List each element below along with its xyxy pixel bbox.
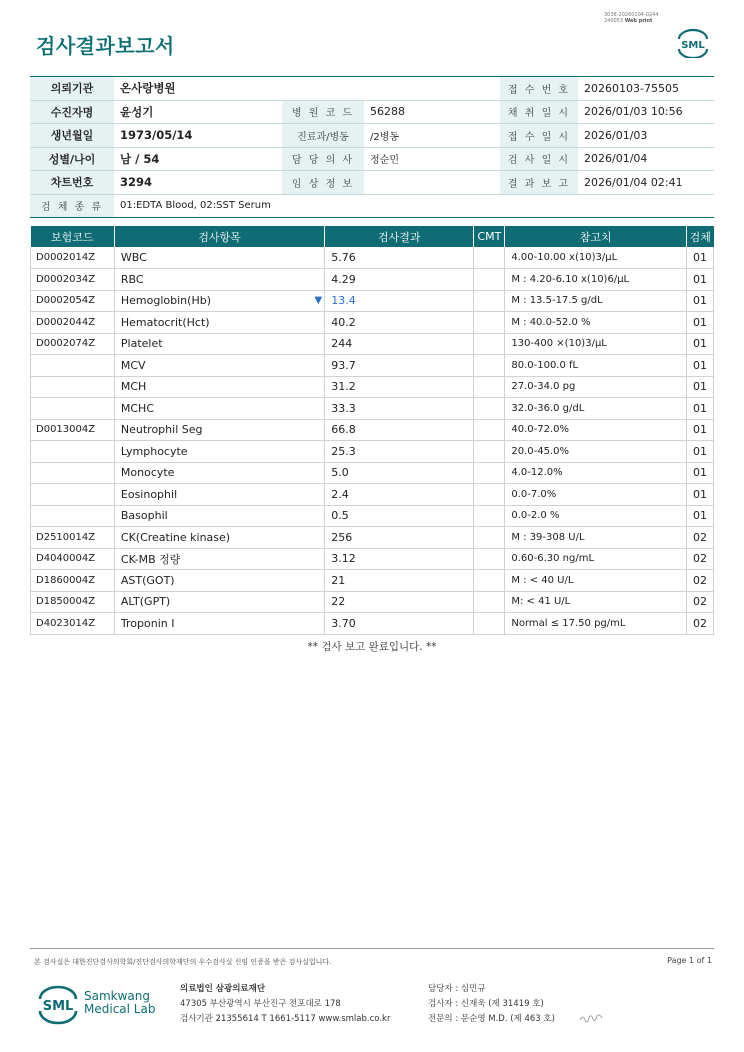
receipt-date-value: 2026/01/03 [578, 124, 714, 148]
result-cmt [474, 247, 505, 269]
test-date-value: 2026/01/04 [578, 147, 714, 171]
staff-manager: 담당자 : 심민규 [428, 984, 486, 994]
result-item: Troponin I [114, 613, 324, 635]
result-specimen: 01 [686, 355, 713, 377]
result-item: MCHC [114, 398, 324, 420]
result-item: Neutrophil Seg [114, 419, 324, 441]
dept-ward-label: 진료과/병동 [282, 124, 364, 148]
clinical-info-label: 임 상 정 보 [282, 171, 364, 195]
result-item: ALT(GPT) [114, 591, 324, 613]
result-value: 33.3 [325, 398, 474, 420]
result-item: Monocyte [114, 462, 324, 484]
result-value: 4.29 [325, 269, 474, 291]
completion-note: ** 검사 보고 완료입니다. ** [307, 641, 437, 653]
result-code [31, 505, 115, 527]
result-specimen: 01 [686, 441, 713, 463]
col-header-code: 보험코드 [31, 226, 115, 247]
result-reference: 4.00-10.00 x(10)3/μL [505, 247, 687, 269]
sml-footer-logo-icon [36, 982, 80, 1026]
footer-divider [30, 948, 714, 949]
info-row [30, 171, 714, 195]
receipt-date-label: 접 수 일 시 [500, 124, 578, 148]
result-specimen: 02 [686, 548, 713, 570]
hospital-code-label: 병 원 코 드 [282, 100, 364, 124]
result-row [31, 462, 714, 484]
receipt-no-label: 접 수 번 호 [500, 77, 578, 101]
result-specimen: 01 [686, 376, 713, 398]
result-row [31, 247, 714, 269]
result-value: 66.8 [325, 419, 474, 441]
doctor-label: 담 당 의 사 [282, 147, 364, 171]
result-cmt [474, 441, 505, 463]
result-code: D4023014Z [31, 613, 115, 635]
col-header-reference: 참고치 [505, 226, 687, 247]
result-cmt [474, 355, 505, 377]
org-contact: 검사기관 21355614 T 1661-5117 www.smlab.co.kr [180, 1014, 391, 1024]
result-row [31, 312, 714, 334]
web-print-label: Web print [624, 18, 653, 24]
result-item: CK(Creatine kinase) [114, 527, 324, 549]
specimen-value: 01:EDTA Blood, 02:SST Serum [114, 194, 714, 218]
result-reference: M : 4.20-6.10 x(10)6/μL [505, 269, 687, 291]
result-row [31, 398, 714, 420]
result-cmt [474, 290, 505, 312]
result-value: 244 [325, 333, 474, 355]
footer-brand [84, 990, 155, 1016]
report-date-value: 2026/01/04 02:41 [578, 171, 714, 195]
result-cmt [474, 484, 505, 506]
result-cmt [474, 591, 505, 613]
result-code [31, 398, 115, 420]
result-code: D0002034Z [31, 269, 115, 291]
result-reference: M : 13.5-17.5 g/dL [505, 290, 687, 312]
result-reference: 0.0-7.0% [505, 484, 687, 506]
result-specimen: 01 [686, 333, 713, 355]
result-item: CK-MB 정량 [114, 548, 324, 570]
result-specimen: 02 [686, 527, 713, 549]
result-row [31, 527, 714, 549]
result-code: D2510014Z [31, 527, 115, 549]
sex-age-label: 성별/나이 [30, 147, 114, 171]
patient-name-label: 수진자명 [30, 100, 114, 124]
doctor-value: 정순민 [364, 147, 500, 171]
result-value: 40.2 [325, 312, 474, 334]
result-row [31, 484, 714, 506]
result-specimen: 01 [686, 290, 713, 312]
result-cmt [474, 269, 505, 291]
document-code: 3038-20260104-0244 [604, 12, 659, 18]
result-reference: M : 39-308 U/L [505, 527, 687, 549]
results-header-row [31, 226, 714, 247]
result-specimen: 02 [686, 613, 713, 635]
sml-logo-text: SML [681, 40, 705, 51]
result-cmt [474, 505, 505, 527]
result-value: 3.70 [325, 613, 474, 635]
result-value: 21 [325, 570, 474, 592]
col-header-cmt: CMT [474, 226, 505, 247]
org-address: 47305 부산광역시 부산진구 전포대로 178 [180, 999, 341, 1009]
result-reference: 20.0-45.0% [505, 441, 687, 463]
result-specimen: 01 [686, 398, 713, 420]
result-value: 256 [325, 527, 474, 549]
result-cmt [474, 462, 505, 484]
result-reference: 4.0-12.0% [505, 462, 687, 484]
result-item: Lymphocyte [114, 441, 324, 463]
result-cmt [474, 527, 505, 549]
result-item: MCH [114, 376, 324, 398]
result-code [31, 484, 115, 506]
chart-no-label: 차트번호 [30, 171, 114, 195]
result-reference: M : 40.0-52.0 % [505, 312, 687, 334]
result-specimen: 01 [686, 462, 713, 484]
sex-age-value: 남 / 54 [114, 147, 282, 171]
document-subcode: 240053 [604, 18, 624, 24]
result-reference: 0.0-2.0 % [505, 505, 687, 527]
test-date-label: 검 사 일 시 [500, 147, 578, 171]
result-reference: M : < 40 U/L [505, 570, 687, 592]
page-title: 검사결과보고서 [36, 34, 175, 58]
result-row [31, 355, 714, 377]
result-item: Basophil [114, 505, 324, 527]
result-code: D0002044Z [31, 312, 115, 334]
result-code: D0013004Z [31, 419, 115, 441]
result-code [31, 355, 115, 377]
result-reference: 130-400 ×(10)3/μL [505, 333, 687, 355]
result-cmt [474, 333, 505, 355]
result-code: D1850004Z [31, 591, 115, 613]
result-specimen: 01 [686, 247, 713, 269]
result-item: RBC [114, 269, 324, 291]
report-date-label: 결 과 보 고 [500, 171, 578, 195]
dept-ward-value: /2병동 [364, 124, 500, 148]
result-code: D0002074Z [31, 333, 115, 355]
document-id [604, 12, 659, 24]
result-value: 13.4 [325, 290, 474, 312]
result-row [31, 505, 714, 527]
staff-tester: 검사자 : 신재욱 (제 31419 호) [428, 999, 544, 1009]
patient-name-value: 윤성기 [114, 100, 282, 124]
info-row [30, 124, 714, 148]
col-header-specimen: 검체 [686, 226, 713, 247]
result-value: 2.4 [325, 484, 474, 506]
result-row [31, 441, 714, 463]
brand-line-1: Samkwang [84, 989, 150, 1003]
result-cmt [474, 312, 505, 334]
result-row [31, 269, 714, 291]
birth-label: 생년월일 [30, 124, 114, 148]
result-cmt [474, 376, 505, 398]
result-reference: 32.0-36.0 g/dL [505, 398, 687, 420]
result-reference: 40.0-72.0% [505, 419, 687, 441]
brand-line-2: Medical Lab [84, 1002, 156, 1016]
result-reference: 0.60-6.30 ng/mL [505, 548, 687, 570]
result-specimen: 01 [686, 505, 713, 527]
result-reference: 27.0-34.0 pg [505, 376, 687, 398]
specimen-label: 검 체 종 류 [30, 194, 114, 218]
chart-no-value: 3294 [114, 171, 282, 195]
institution-value: 온사랑병원 [114, 77, 282, 101]
result-specimen: 02 [686, 570, 713, 592]
result-value: 3.12 [325, 548, 474, 570]
hospital-code-value: 56288 [364, 100, 500, 124]
result-item: AST(GOT) [114, 570, 324, 592]
result-item: WBC [114, 247, 324, 269]
clinical-info-value [364, 171, 500, 195]
org-name: 의료법인 삼광의료재단 [180, 984, 266, 994]
results-table [30, 226, 714, 635]
result-reference: 80.0-100.0 fL [505, 355, 687, 377]
result-item: Platelet [114, 333, 324, 355]
result-value: 93.7 [325, 355, 474, 377]
info-row [30, 194, 714, 218]
result-specimen: 02 [686, 591, 713, 613]
result-row [31, 548, 714, 570]
result-value: 5.76 [325, 247, 474, 269]
low-flag-icon: ▼ [314, 294, 323, 306]
result-value: 5.0 [325, 462, 474, 484]
result-code: D1860004Z [31, 570, 115, 592]
info-row [30, 77, 714, 101]
result-reference: Normal ≤ 17.50 pg/mL [505, 613, 687, 635]
info-row [30, 147, 714, 171]
footer-organization [180, 982, 390, 1027]
result-item: Hemoglobin(Hb) ▼ [114, 290, 324, 312]
footer-staff [428, 982, 555, 1027]
result-code [31, 462, 115, 484]
result-item: Hematocrit(Hct) [114, 312, 324, 334]
result-row [31, 613, 714, 635]
result-specimen: 01 [686, 484, 713, 506]
result-row [31, 591, 714, 613]
result-value: 31.2 [325, 376, 474, 398]
results-body [31, 247, 714, 634]
result-value: 22 [325, 591, 474, 613]
result-code [31, 376, 115, 398]
result-value: 25.3 [325, 441, 474, 463]
result-specimen: 01 [686, 269, 713, 291]
result-cmt [474, 613, 505, 635]
sml-logo-icon [675, 28, 711, 58]
result-row [31, 376, 714, 398]
result-row [31, 333, 714, 355]
patient-info-table [30, 76, 714, 218]
result-reference: M: < 41 U/L [505, 591, 687, 613]
staff-specialist: 전문의 : 문순영 M.D. (제 463 호) [428, 1014, 555, 1024]
institution-label: 의뢰기관 [30, 77, 114, 101]
result-cmt [474, 398, 505, 420]
sml-footer-logo-text: SML [42, 999, 74, 1014]
info-row [30, 100, 714, 124]
receipt-no-value: 20260103-75505 [578, 77, 714, 101]
result-code: D0002014Z [31, 247, 115, 269]
result-row [31, 419, 714, 441]
col-header-result: 검사결과 [325, 226, 474, 247]
col-header-item: 검사항목 [114, 226, 324, 247]
result-cmt [474, 570, 505, 592]
result-row [31, 570, 714, 592]
result-cmt [474, 419, 505, 441]
result-code: D4040004Z [31, 548, 115, 570]
birth-value: 1973/05/14 [114, 124, 282, 148]
result-item: Eosinophil [114, 484, 324, 506]
result-value: 0.5 [325, 505, 474, 527]
result-row [31, 290, 714, 312]
page-number: Page 1 of 1 [667, 956, 712, 965]
result-cmt [474, 548, 505, 570]
result-item: MCV [114, 355, 324, 377]
result-specimen: 01 [686, 419, 713, 441]
collection-date-value: 2026/01/03 10:56 [578, 100, 714, 124]
result-specimen: 01 [686, 312, 713, 334]
result-code [31, 441, 115, 463]
collection-date-label: 채 취 일 시 [500, 100, 578, 124]
certification-note: 본 검사실은 대한진단검사의학회/진단검사의학재단의 우수검사실 신임 인증을 받은 검사실입니다. [34, 958, 332, 966]
specialist-signature-icon [578, 1012, 606, 1024]
result-code: D0002054Z [31, 290, 115, 312]
